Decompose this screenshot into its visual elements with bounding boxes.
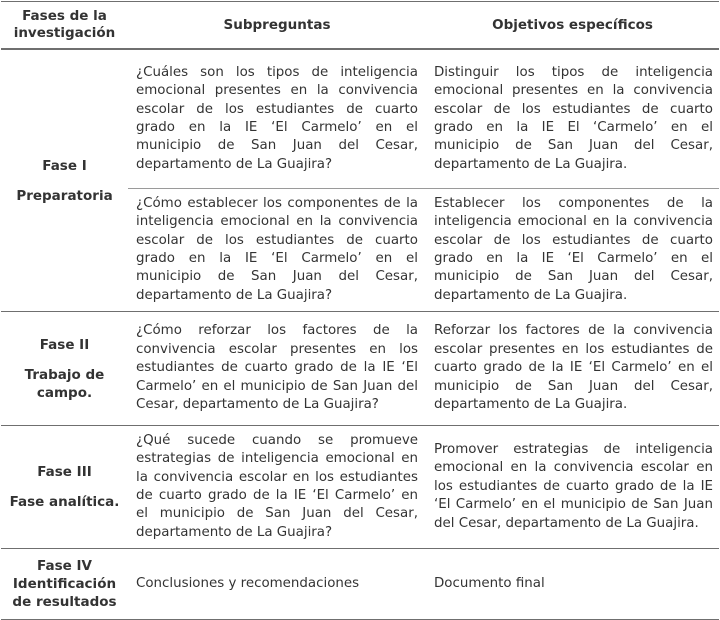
- research-phases-table: [1, 1, 719, 620]
- phase-number: Fase II: [39, 336, 90, 353]
- phase-number: Fase I: [42, 157, 87, 174]
- subquestion-cell: ¿Cómo establecer los componentes de la inteligencia emocional en la convivencia escolar de los estudiantes de cuarto grado en la IE ‘El Carmelo’ en el municipio de San Juan del Cesar, departamento de La Guajira?: [128, 189, 426, 312]
- phase-name: Preparatoria: [16, 187, 113, 204]
- phase-number: Fase IV: [37, 558, 92, 574]
- phase-name: Identificación de resultados: [12, 576, 117, 610]
- header-objectives: Objetivos específicos: [426, 2, 719, 50]
- phase-cell-4: [1, 549, 128, 620]
- objective-cell: Documento final: [426, 549, 719, 620]
- subquestion-cell: ¿Qué sucede cuando se promueve estrategias de inteligencia emocional en la convivencia escolar en los estudiantes de cuarto grado de la IE ‘El Carmelo’ en el municipio de San Juan del Cesar, departamento de La Guajira?: [128, 426, 426, 549]
- phase-number: Fase III: [37, 464, 92, 480]
- objective-cell: Establecer los componentes de la inteligencia emocional en la convivencia escolar de los estudiantes de cuarto grado en la IE ‘El Carmelo’ en el municipio de San Juan del Cesar, departamento de La Guajira.: [426, 189, 719, 312]
- table-row: [1, 49, 719, 189]
- header-subquestions: Subpreguntas: [128, 2, 426, 50]
- objective-cell: Promover estrategias de inteligencia emocional en la convivencia escolar en los estudiantes de cuarto grado de la IE ‘El Carmelo’ en el municipio de San Juan del Cesar, departamento de La Guajira.: [426, 426, 719, 549]
- subquestion-cell: ¿Cuáles son los tipos de inteligencia emocional presentes en la convivencia escolar de los estudiantes de cuarto grado en la IE ‘El Carmelo’ en el municipio de San Juan del Cesar, departamento de La Guajira?: [128, 49, 426, 189]
- phase-name: Fase analítica.: [9, 494, 120, 510]
- table-row: [1, 426, 719, 549]
- table-row: [1, 312, 719, 426]
- objective-cell: Distinguir los tipos de inteligencia emocional presentes en la convivencia escolar de los estudiantes de cuarto grado en la IE El ‘Carmelo’ en el municipio de San Juan del Cesar, departamento de La Guajira.: [426, 49, 719, 189]
- header-phases: Fases de la investigación: [1, 2, 128, 50]
- subquestion-cell: Conclusiones y recomendaciones: [128, 549, 426, 620]
- table-row: [1, 549, 719, 620]
- header-row: [1, 2, 719, 50]
- phase-name: Trabajo de campo.: [24, 366, 105, 401]
- subquestion-cell: ¿Cómo reforzar los factores de la convivencia escolar presentes en los estudiantes de cuarto grado de la IE ‘El Carmelo’ en el municipio de San Juan del Cesar, departamento de La Guajira?: [128, 312, 426, 426]
- phase-cell-3: [1, 426, 128, 549]
- phase-cell-2: [1, 312, 128, 426]
- objective-cell: Reforzar los factores de la convivencia escolar presentes en los estudiantes de cuarto grado de la IE ‘El Carmelo’ en el municipio de San Juan del Cesar, departamento de La Guajira.: [426, 312, 719, 426]
- phase-cell-1: [1, 49, 128, 312]
